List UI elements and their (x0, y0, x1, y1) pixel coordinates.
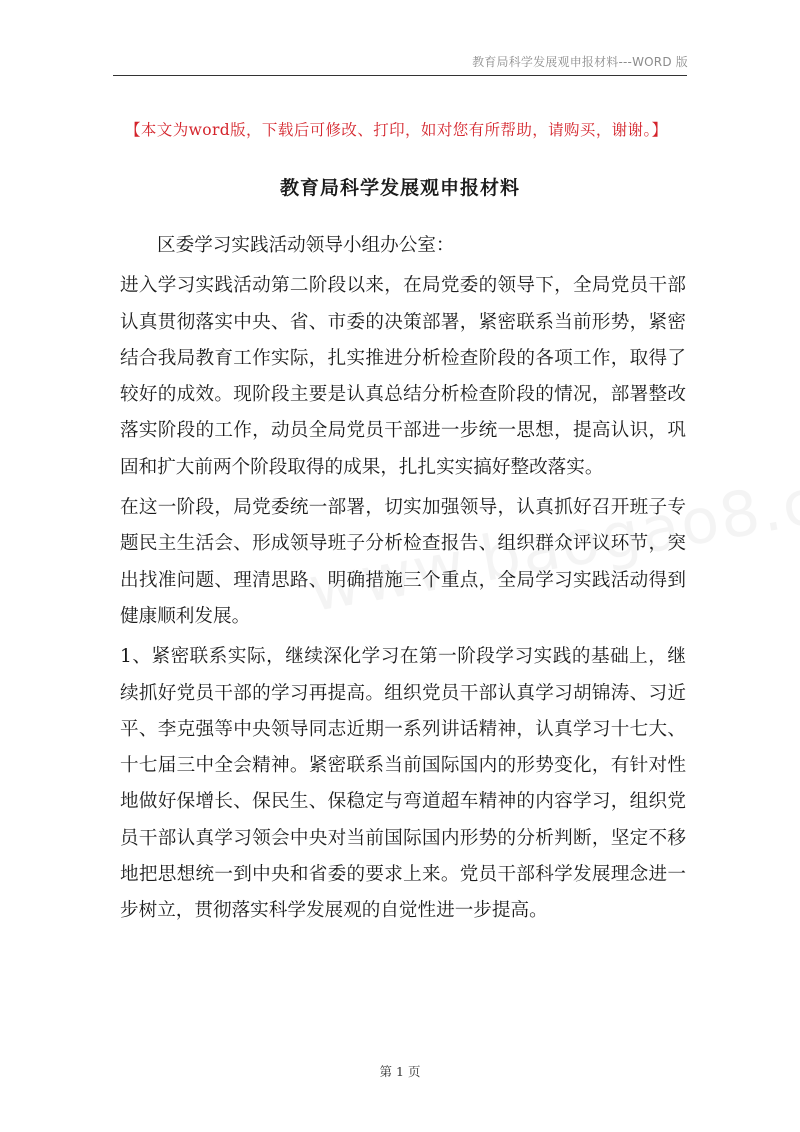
header-divider (113, 75, 687, 76)
body-paragraph: 1、紧密联系实际，继续深化学习在第一阶段学习实践的基础上，继续抓好党员干部的学习再提高。组织党员干部认真学习胡锦涛、习近平、李克强等中央领导同志近期一系列讲话精神，认真学习十七大、十七届三中全会精神。紧密联系当前国际国内的形势变化，有针对性地做好保增长、保民生、保稳定与弯道超车精神的内容学习，组织党员干部认真学习领会中央对当前国际国内形势的分析判断，坚定不移地把思想统一到中央和省委的要求上来。党员干部科学发展理念进一步树立，贯彻落实科学发展观的自觉性进一步提高。 (120, 646, 686, 922)
salutation: 区委学习实践活动领导小组办公室： (157, 235, 455, 256)
document-body (120, 228, 686, 934)
document-title: 教育局科学发展观申报材料 (279, 177, 520, 199)
body-paragraph: 在这一阶段，局党委统一部署，切实加强领导，认真抓好召开班子专题民主生活会、形成领导班子分析检查报告、组织群众评议环节，突出找准问题、理清思路、明确措施三个重点，全局学习实践活动得到健康顺利发展。 (120, 497, 686, 627)
page-header-text: 教育局科学发展观申报材料---WORD 版 (472, 55, 688, 69)
page-number: 第 1 页 (379, 1064, 421, 1079)
body-paragraph: 进入学习实践活动第二阶段以来，在局党委的领导下，全局党员干部认真贯彻落实中央、省、市委的决策部署，紧密联系当前形势，紧密结合我局教育工作实际，扎实推进分析检查阶段的各项工作，取得了较好的成效。现阶段主要是认真总结分析检查阶段的情况，部署整改落实阶段的工作，动员全局党员干部进一步统一思想，提高认识，巩固和扩大前两个阶段取得的成果，扎扎实实搞好整改落实。 (120, 275, 686, 478)
download-notice: 【本文为word版，下载后可修改、打印，如对您有所帮助，请购买，谢谢。】 (125, 121, 668, 139)
